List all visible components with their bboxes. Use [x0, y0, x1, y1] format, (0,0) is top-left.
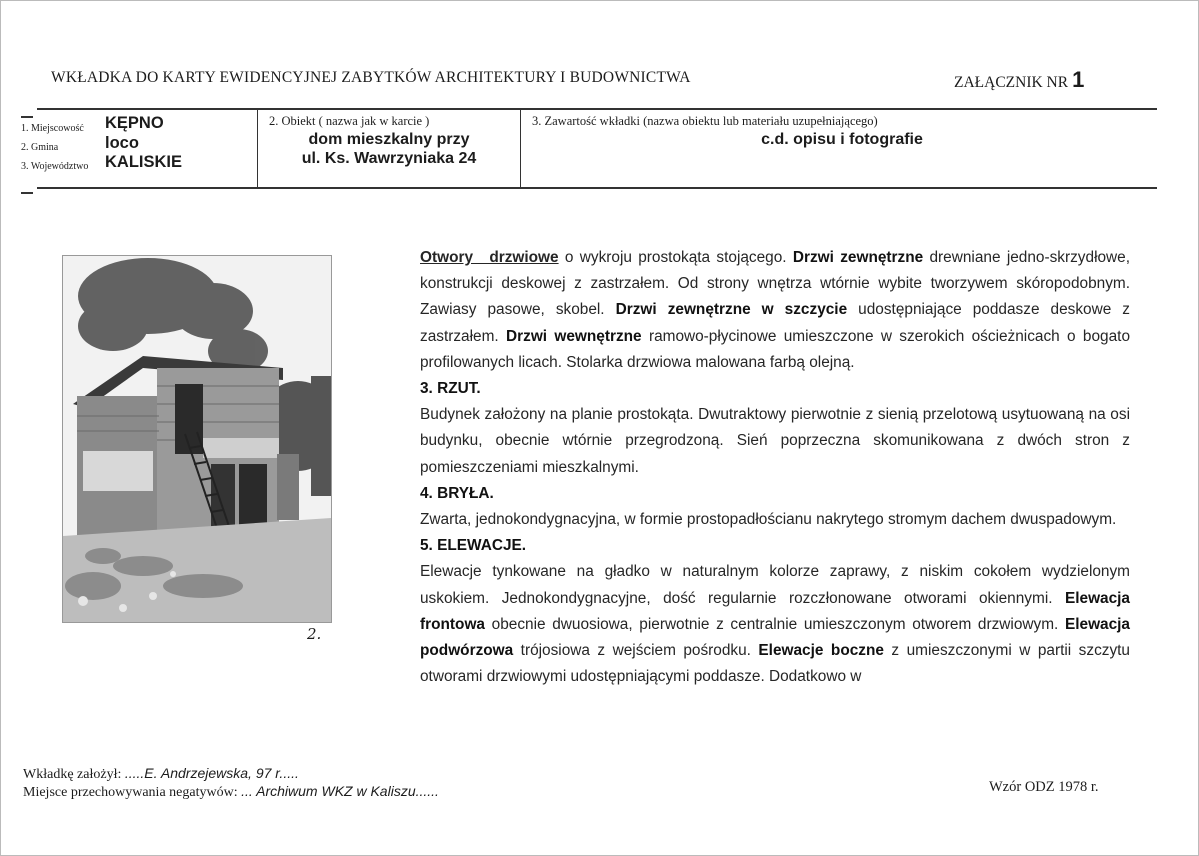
form-top-rule	[37, 108, 1157, 110]
form-bottom-rule	[37, 187, 1157, 189]
door-openings-paragraph: Otwory drzwiowe o wykroju prostokąta stojącego. Drzwi zewnętrzne drewniane jedno-skrzydłowe, konstrukcji deskowej z zastrzałem. Od strony wnętrza wtórnie wybite tworzywem skóropodobnym. Zawiasy pasowe, skobel. Drzwi zewnętrzne w szczycie udostępniające poddasze deskowe z zastrzałem. Drzwi wewnętrzne ramowo-płycinowe umieszczone w szerokich ościeżnicach o bogato profilowanych licach. Stolarka drzwiowa malowana farbą olejną.	[420, 249, 1131, 371]
document-title: WKŁADKA DO KARTY EWIDENCYJNEJ ZABYTKÓW ARCHITEKTURY I BUDOWNICTWA	[51, 69, 691, 86]
object-line-1: dom mieszkalny przy	[308, 131, 470, 148]
voivodeship-value: KALISKIE	[105, 153, 183, 171]
locality-label: 1. Miejscowość	[21, 123, 84, 134]
object-value	[259, 130, 519, 168]
heading-courtyard-elevation: Elewacja podwórzowa	[420, 615, 1130, 660]
object-caption: 2. Obiekt ( nazwa jak w karcie )	[269, 114, 430, 128]
form-divider-2	[520, 109, 521, 188]
heading-door-openings: Otwory drzwiowe	[420, 249, 559, 266]
author-value: .....E. Andrzejewska, 97 r.....	[124, 765, 299, 781]
author-label: Wkładkę założył:	[23, 767, 122, 782]
form-template-label: Wzór ODZ 1978 r.	[989, 779, 1099, 795]
negatives-label: Miejsce przechowywania negatywów:	[23, 785, 238, 800]
building-photograph	[62, 255, 332, 623]
heading-interior-doors: Drzwi wewnętrzne	[506, 327, 642, 345]
heading-exterior-doors: Drzwi zewnętrzne	[792, 249, 924, 266]
contents-caption: 3. Zawartość wkładki (nazwa obiektu lub materiału uzupełniającego)	[532, 114, 878, 128]
commune-value: loco	[105, 134, 139, 152]
heading-front-elevation: Elewacja frontowa	[420, 589, 1130, 633]
negatives-value: ... Archiwum WKZ w Kaliszu......	[241, 783, 439, 799]
heading-gable-doors: Drzwi zewnętrzne w szczycie	[615, 301, 848, 319]
voivodeship-label: 3. Województwo	[21, 161, 89, 172]
photo-caption: 2.	[307, 625, 322, 643]
author-line	[23, 765, 299, 783]
margin-tick-top	[21, 116, 33, 118]
annex-label: ZAŁĄCZNIK NR 1	[954, 67, 1085, 92]
section-4-heading: 4. BRYŁA.	[420, 484, 494, 502]
section-3-heading: 3. RZUT.	[420, 380, 481, 398]
section-4-text: Zwarta, jednokondygnacyjna, w formie prostopadłościanu nakrytego stromym dachem dwuspadowym.	[420, 511, 1117, 529]
section-5-heading: 5. ELEWACJE.	[420, 537, 527, 555]
section-3-text: Budynek założony na planie prostokąta. Dwutraktowy pierwotnie z sienią przelotową usytuowaną na osi budynku, obecnie wtórnie przegrodzoną. Sień poprzeczna skomunikowana z dwóch stron z pomieszczeniami mieszkalnymi.	[420, 406, 1130, 476]
description-text	[420, 245, 1130, 690]
object-line-2: ul. Ks. Wawrzyniaka 24	[301, 150, 477, 167]
locality-value: KĘPNO	[105, 114, 164, 132]
negatives-line	[23, 783, 439, 801]
heading-side-elevations: Elewacje boczne	[758, 642, 884, 660]
commune-label: 2. Gmina	[21, 142, 59, 153]
contents-value: c.d. opisu i fotografie	[761, 131, 923, 148]
form-divider-1	[257, 109, 258, 188]
margin-tick-bottom	[21, 192, 33, 194]
building-photo-image	[63, 256, 331, 622]
section-5-text: Elewacje tynkowane na gładko w naturalnym kolorze zaprawy, z niskim cokołem wydzielonym uskokiem. Jednokondygnacyjne, dość regularnie rozczłonowane otworami okiennymi. Elewacja frontowa obecnie dwuosiowa, pierwotnie z centralnie umieszczonym otworem drzwiowym. Elewacja podwórzowa trójosiowa z wejściem pośrodku. Elewacje boczne z umieszczonymi w partii szczytu otworami drzwiowymi udostępniającymi poddasze. Dodatkowo w	[420, 563, 1130, 686]
annex-number: 1	[1072, 67, 1085, 92]
